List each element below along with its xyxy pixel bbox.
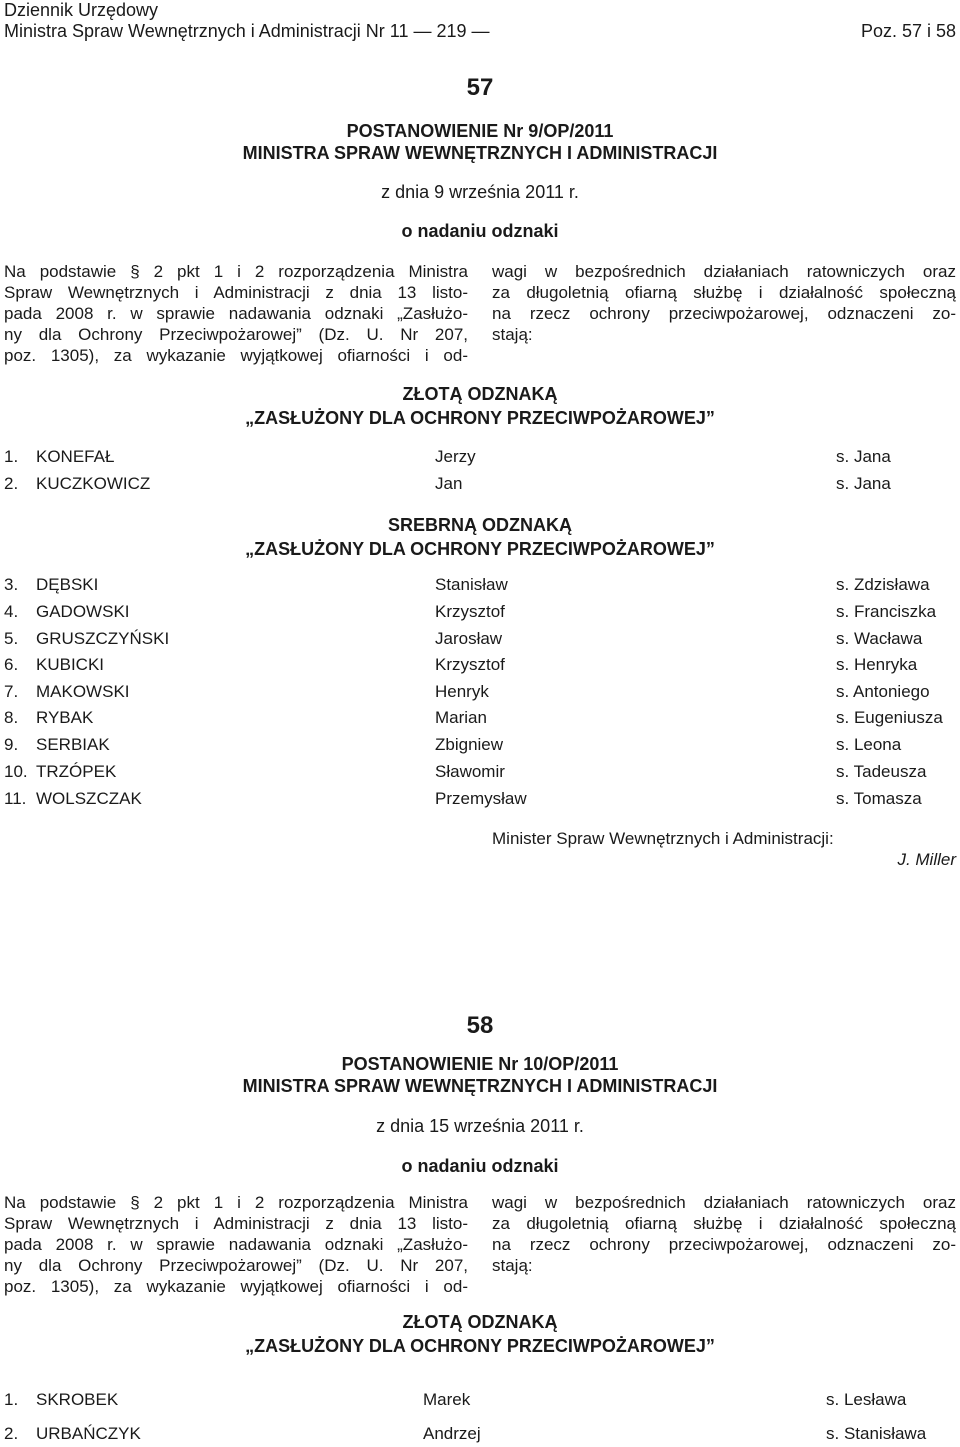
item-father: s. Leona [836, 735, 902, 754]
doc58-number: 58 [466, 1012, 494, 1039]
item-number: 6. [4, 655, 19, 674]
item-surname: WOLSZCZAK [36, 789, 142, 808]
item-firstname: Marek [423, 1390, 471, 1409]
doc58-body-right [492, 1192, 956, 1276]
list-item [0, 575, 960, 597]
item-firstname: Krzysztof [435, 655, 505, 674]
award-name: SREBRNĄ ODZNAKĄ [388, 515, 572, 535]
body-line: Na podstawie § 2 pkt 1 i 2 rozporządzenia Ministra [4, 1193, 468, 1212]
item-firstname: Zbigniew [435, 735, 504, 754]
item-number: 2. [4, 1424, 19, 1443]
item-father: s. Stanisława [826, 1424, 927, 1443]
award-name: ZŁOTĄ ODZNAKĄ [402, 384, 558, 404]
item-firstname: Sławomir [435, 762, 505, 781]
body-line: poz. 1305), za wykazanie wyjątkowej ofiarności i od- [4, 1277, 468, 1296]
item-number: 3. [4, 575, 19, 594]
item-number: 9. [4, 735, 19, 754]
item-number: 1. [4, 447, 19, 466]
item-surname: SERBIAK [36, 735, 110, 754]
item-surname: TRZÓPEK [36, 762, 117, 781]
item-surname: GADOWSKI [36, 602, 130, 621]
body-line: Na podstawie § 2 pkt 1 i 2 rozporządzenia Ministra [4, 262, 468, 281]
doc57-title [0, 120, 960, 164]
item-surname: URBAŃCZYK [36, 1424, 141, 1443]
body-line: na rzecz ochrony przeciwpożarowej, odznaczeni zo- [492, 304, 956, 323]
signature-name: J. Miller [897, 850, 956, 869]
doc58-body-left [4, 1192, 468, 1297]
list-item [0, 1424, 960, 1446]
item-firstname: Krzysztof [435, 602, 505, 621]
doc58-title-line1: POSTANOWIENIE Nr 10/OP/2011 [341, 1054, 619, 1074]
item-firstname: Jerzy [435, 447, 476, 466]
item-surname: GRUSZCZYŃSKI [36, 629, 170, 648]
award-subtitle: „ZASŁUŻONY DLA OCHRONY PRZECIWPOŻAROWEJ” [245, 1336, 715, 1356]
item-father: s. Jana [836, 447, 891, 466]
item-number: 8. [4, 708, 19, 727]
item-firstname: Marian [435, 708, 487, 727]
item-surname: SKROBEK [36, 1390, 119, 1409]
list-item [0, 708, 960, 730]
body-line: stają: [492, 1256, 533, 1275]
item-firstname: Jarosław [435, 629, 503, 648]
body-line: na rzecz ochrony przeciwpożarowej, odznaczeni zo- [492, 1235, 956, 1254]
item-number: 4. [4, 602, 19, 621]
item-surname: KUCZKOWICZ [36, 474, 151, 493]
item-surname: DĘBSKI [36, 575, 99, 594]
body-line: ny dla Ochrony Przeciwpożarowej” (Dz. U. Nr 207, [4, 1256, 468, 1275]
body-line: wagi w bezpośrednich działaniach ratowniczych oraz [492, 1193, 956, 1212]
item-surname: MAKOWSKI [36, 682, 130, 701]
body-line: ny dla Ochrony Przeciwpożarowej” (Dz. U. Nr 207, [4, 325, 468, 344]
journal-issue: Ministra Spraw Wewnętrznych i Administracji Nr 11 — 219 — [4, 21, 490, 41]
doc57-number: 57 [466, 74, 494, 101]
list-item [0, 655, 960, 677]
item-father: s. Wacława [836, 629, 923, 648]
doc57-body-right [492, 261, 956, 345]
item-father: s. Lesława [826, 1390, 907, 1409]
item-number: 2. [4, 474, 19, 493]
position-number: Poz. 57 i 58 [860, 21, 956, 41]
body-line: pada 2008 r. w sprawie nadawania odznaki „Zasłużo- [4, 304, 468, 323]
item-number: 7. [4, 682, 19, 701]
doc57-title-line1: POSTANOWIENIE Nr 9/OP/2011 [346, 121, 614, 141]
item-number: 5. [4, 629, 19, 648]
item-surname: KUBICKI [36, 655, 105, 674]
doc58-subject: o nadaniu odznaki [401, 1156, 559, 1176]
item-firstname: Jan [435, 474, 463, 493]
doc57-title-line2: MINISTRA SPRAW WEWNĘTRZNYCH I ADMINISTRACJI [242, 143, 718, 163]
body-line: za długoletnią ofiarną służbę i działalność społeczną [492, 283, 956, 302]
body-line: Spraw Wewnętrznych i Administracji z dnia 13 listo- [4, 1214, 468, 1233]
list-item [0, 629, 960, 651]
item-father: s. Henryka [836, 655, 918, 674]
doc58-gold-heading [0, 1310, 960, 1358]
item-number: 1. [4, 1390, 19, 1409]
item-surname: RYBAK [36, 708, 94, 727]
body-line: wagi w bezpośrednich działaniach ratowniczych oraz [492, 262, 956, 281]
list-item [0, 789, 960, 811]
list-item [0, 735, 960, 757]
doc57-silver-heading [0, 513, 960, 561]
journal-name: Dziennik Urzędowy [4, 0, 159, 20]
list-item [0, 474, 960, 496]
body-line: stają: [492, 325, 533, 344]
body-line: pada 2008 r. w sprawie nadawania odznaki „Zasłużo- [4, 1235, 468, 1254]
doc58-title [0, 1053, 960, 1097]
item-firstname: Stanisław [435, 575, 508, 594]
list-item [0, 762, 960, 784]
doc57-gold-heading [0, 382, 960, 430]
list-item [0, 447, 960, 469]
body-line: poz. 1305), za wykazanie wyjątkowej ofiarności i od- [4, 346, 468, 365]
list-item [0, 1390, 960, 1412]
award-subtitle: „ZASŁUŻONY DLA OCHRONY PRZECIWPOŻAROWEJ” [245, 408, 715, 428]
doc58-title-line2: MINISTRA SPRAW WEWNĘTRZNYCH I ADMINISTRACJI [242, 1076, 718, 1096]
item-father: s. Jana [836, 474, 891, 493]
item-father: s. Antoniego [836, 682, 930, 701]
doc58-date: z dnia 15 września 2011 r. [376, 1116, 584, 1136]
body-line: Spraw Wewnętrznych i Administracji z dnia 13 listo- [4, 283, 468, 302]
item-father: s. Tadeusza [836, 762, 927, 781]
item-father: s. Tomasza [836, 789, 922, 808]
list-item [0, 602, 960, 624]
item-number: 11. [4, 789, 27, 808]
item-father: s. Franciszka [836, 602, 937, 621]
item-surname: KONEFAŁ [36, 447, 115, 466]
item-number: 10. [4, 762, 28, 781]
list-item [0, 682, 960, 704]
signature-title: Minister Spraw Wewnętrznych i Administracji: [492, 829, 834, 848]
doc57-body-left [4, 261, 468, 366]
body-line: za długoletnią ofiarną służbę i działalność społeczną [492, 1214, 956, 1233]
item-firstname: Przemysław [435, 789, 527, 808]
award-subtitle: „ZASŁUŻONY DLA OCHRONY PRZECIWPOŻAROWEJ” [245, 539, 715, 559]
item-firstname: Andrzej [423, 1424, 481, 1443]
item-father: s. Eugeniusza [836, 708, 943, 727]
running-header [4, 0, 490, 42]
item-father: s. Zdzisława [836, 575, 930, 594]
doc57-subject: o nadaniu odznaki [401, 221, 559, 241]
award-name: ZŁOTĄ ODZNAKĄ [402, 1312, 558, 1332]
item-firstname: Henryk [435, 682, 489, 701]
doc57-date: z dnia 9 września 2011 r. [381, 182, 579, 202]
